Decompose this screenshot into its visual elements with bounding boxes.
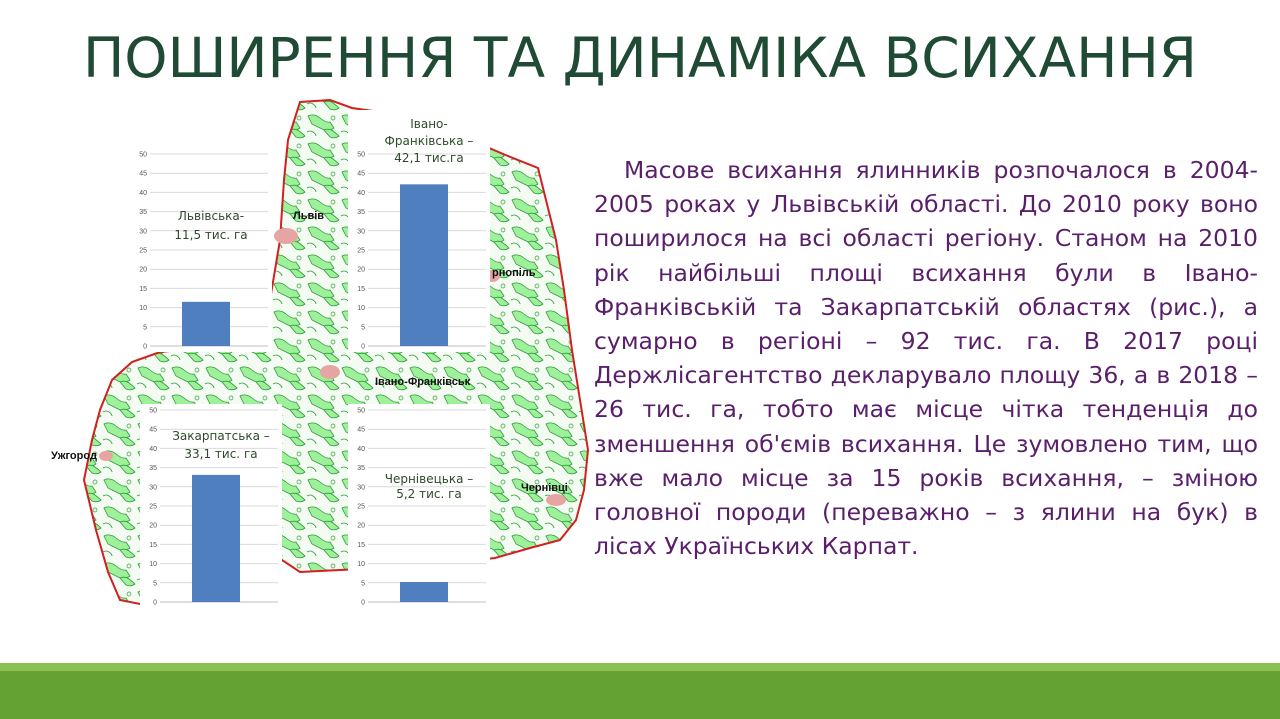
y-tick-label: 45 xyxy=(357,170,365,178)
city-label-lviv: Львів xyxy=(293,210,325,222)
chart-svg-lvivska xyxy=(130,148,272,352)
y-tick-label: 5 xyxy=(361,324,365,332)
city-label-uzhhorod: Ужгород xyxy=(51,450,97,462)
y-tick-label: 0 xyxy=(153,599,157,607)
chart-title-line: Закарпатська – xyxy=(172,429,270,443)
y-tick-label: 0 xyxy=(143,343,147,351)
y-tick-label: 10 xyxy=(149,561,157,569)
y-tick-label: 15 xyxy=(357,285,365,293)
y-tick-label: 15 xyxy=(357,541,365,549)
region-map xyxy=(0,0,600,640)
y-tick-label: 45 xyxy=(139,170,147,178)
chart-title-line: 42,1 тис.га xyxy=(394,151,464,165)
y-tick-label: 30 xyxy=(357,228,365,236)
page-title: ПОШИРЕННЯ ТА ДИНАМІКА ВСИХАННЯ xyxy=(82,26,1198,90)
y-tick-label: 35 xyxy=(149,465,157,473)
y-tick-label: 5 xyxy=(361,580,365,588)
y-tick-label: 0 xyxy=(361,343,365,351)
y-tick-label: 10 xyxy=(357,561,365,569)
bar xyxy=(192,475,240,602)
chart-title-line: 5,2 тис. га xyxy=(396,487,462,501)
bar xyxy=(400,184,448,346)
y-tick-label: 40 xyxy=(357,445,365,453)
y-tick-label: 50 xyxy=(357,407,365,415)
y-tick-label: 20 xyxy=(357,266,365,274)
y-tick-label: 35 xyxy=(139,209,147,217)
y-tick-label: 35 xyxy=(357,209,365,217)
y-tick-label: 50 xyxy=(357,151,365,159)
y-tick-label: 20 xyxy=(139,266,147,274)
y-tick-label: 5 xyxy=(143,324,147,332)
bar xyxy=(400,582,448,602)
y-tick-label: 30 xyxy=(357,484,365,492)
city-label-ivano-frankivsk: Івано-Франківськ xyxy=(375,376,471,388)
y-tick-label: 5 xyxy=(153,580,157,588)
chart-svg-ivano-frankivska xyxy=(348,110,490,352)
chart-lvivska xyxy=(130,148,272,352)
city-label-ternopil: рнопіль xyxy=(492,267,536,279)
y-tick-label: 25 xyxy=(139,247,147,255)
chart-zakarpatska xyxy=(140,404,282,610)
y-tick-label: 30 xyxy=(149,484,157,492)
y-tick-label: 15 xyxy=(149,541,157,549)
y-tick-label: 40 xyxy=(357,189,365,197)
chart-title-line: 11,5 тис. га xyxy=(174,228,248,242)
y-tick-label: 10 xyxy=(139,305,147,313)
y-tick-label: 40 xyxy=(139,189,147,197)
city-label-chernivtsi: Чернівці xyxy=(521,482,568,494)
y-tick-label: 25 xyxy=(357,247,365,255)
chart-svg-chernivetska xyxy=(348,404,490,610)
bar xyxy=(182,302,230,346)
description-text: Масове всихання ялинників розпочалося в 2004-2005 роках у Львівській області. До 2010 року воно поширилося на всі області регіону. Станом на 2010 рік найбільші площі всихання були в Івано-Франківській та Закарпатській областях (рис.), а сумарно в регіоні – 92 тис. га. В 2017 році Держлісагентство декларувало площу 36, а в 2018 – 26 тис. га, тобто має місце чітка тенденція до зменшення об'ємів всихання. Це зумовлено тим, що вже мало місце за 15 років всихання, – зміною головної породи (переважно – з ялини на бук) в лісах Українських Карпат. xyxy=(594,156,1258,561)
y-tick-label: 25 xyxy=(149,503,157,511)
chart-ivano-frankivska xyxy=(348,110,490,352)
chart-title-line: Львівська- xyxy=(177,209,245,223)
y-tick-label: 20 xyxy=(149,522,157,530)
y-tick-label: 45 xyxy=(357,426,365,434)
y-tick-label: 50 xyxy=(139,151,147,159)
y-tick-label: 35 xyxy=(357,465,365,473)
y-tick-label: 40 xyxy=(149,445,157,453)
footer-accent-light xyxy=(0,663,1280,671)
chart-title-line: Чернівецька – xyxy=(384,472,474,486)
y-tick-label: 15 xyxy=(139,285,147,293)
y-tick-label: 20 xyxy=(357,522,365,530)
y-tick-label: 0 xyxy=(361,599,365,607)
y-tick-label: 30 xyxy=(139,228,147,236)
chart-title-line: 33,1 тис. га xyxy=(184,447,258,461)
y-tick-label: 10 xyxy=(357,305,365,313)
footer-accent-dark xyxy=(0,671,1280,719)
y-tick-label: 50 xyxy=(149,407,157,415)
chart-svg-zakarpatska xyxy=(140,404,282,610)
chart-title-line: Франківська – xyxy=(384,134,474,148)
y-tick-label: 45 xyxy=(149,426,157,434)
y-tick-label: 25 xyxy=(357,503,365,511)
chart-chernivetska xyxy=(348,404,490,610)
chart-title-line: Івано- xyxy=(410,117,448,131)
